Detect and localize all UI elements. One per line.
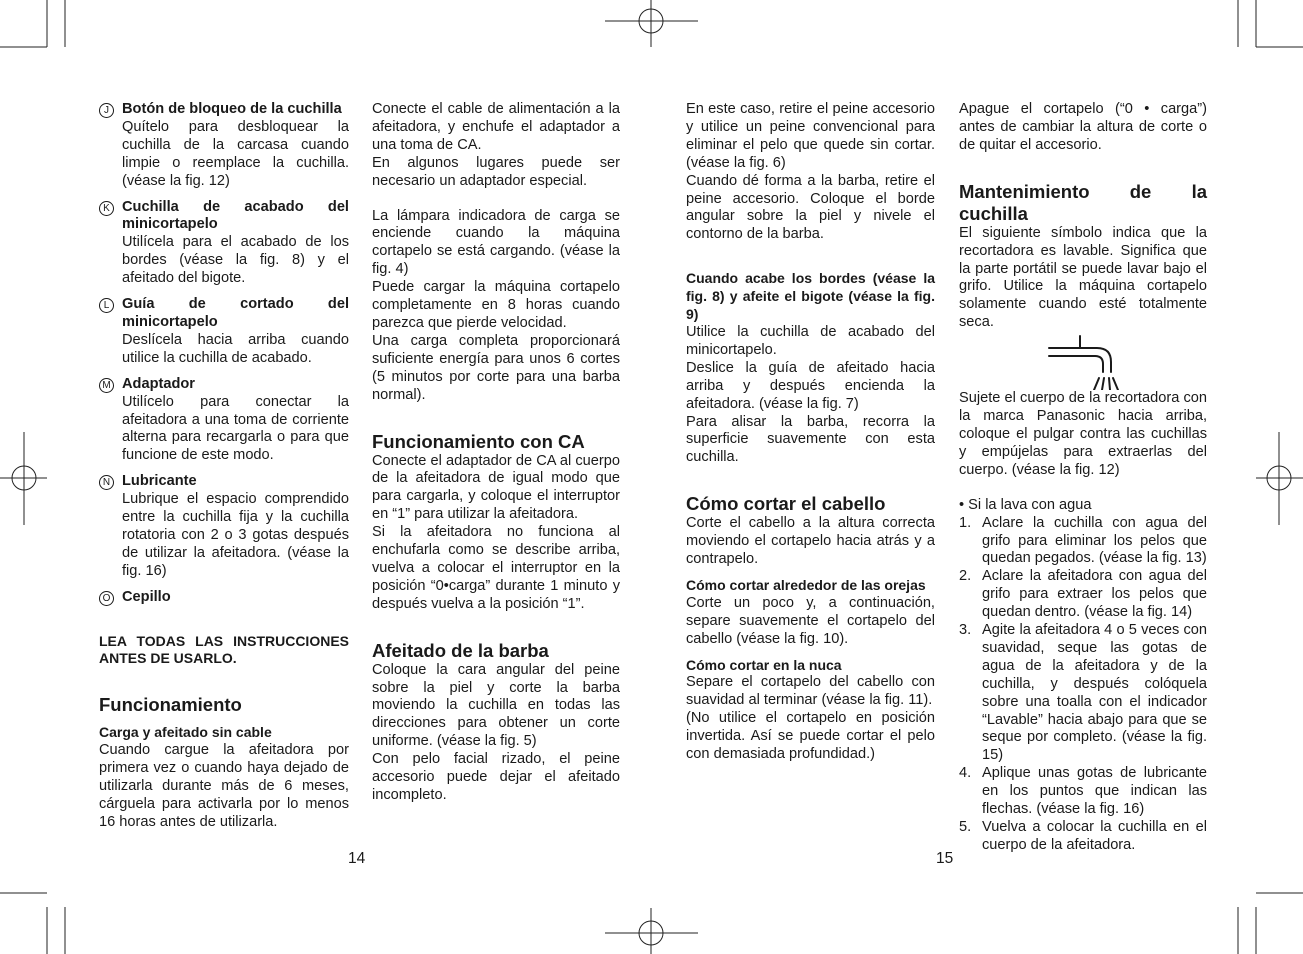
list-text: Aclare la afeitadora con agua del grifo para extraer los pelos que quedan dentro. (véase la fig. 14) xyxy=(982,568,1207,621)
part-title: Guía de cortado del minicortapelo xyxy=(122,296,349,330)
list-text: Aplique unas gotas de lubricante en los puntos que indican las flechas. (véase la fig. 16) xyxy=(982,765,1207,818)
paragraph: Conecte el cable de alimentación a la afeitadora, y enchufe el adaptador a una toma de CA. xyxy=(372,101,620,153)
paragraph: Corte un poco y, a continuación, separe suavemente el cortapelo del cabello (véase la fig. 10). xyxy=(686,594,935,647)
column-3 xyxy=(686,101,935,764)
paragraph: Con pelo facial rizado, el peine accesorio puede dejar el afeitado incompleto. xyxy=(372,751,620,803)
list-number: 4. xyxy=(959,765,972,782)
part-body: Deslícela hacia arriba cuando utilice la cuchilla de acabado. xyxy=(122,331,349,366)
list-text: Aclare la cuchilla con agua del grifo para eliminar los pelos que quedan pegados. (véase la fig. 13) xyxy=(982,514,1207,567)
part-title: Adaptador xyxy=(122,375,195,392)
part-body: Utilícela para el acabado de los bordes (véase la fig. 8) y el afeitado del bigote. xyxy=(122,234,349,287)
paragraph: Separe el cortapelo del cabello con suavidad al terminar (véase la fig. 11). xyxy=(686,674,935,709)
paragraph: Deslice la guía de afeitado hacia arriba y después encienda la afeitadora. (véase la fig. 7) xyxy=(686,359,935,412)
circled-letter: M xyxy=(99,378,114,393)
part-title: Cepillo xyxy=(122,588,171,605)
part-item-l xyxy=(99,296,349,368)
part-item-o xyxy=(99,589,349,607)
section-heading: Afeitado de la barba xyxy=(372,639,549,661)
part-title: Lubricante xyxy=(122,473,197,490)
part-body: Lubrique el espacio comprendido entre la cuchilla fija y la cuchilla rotatoria con 2 o 3 gotas después de utilizar la afeitadora. (véase la fig. 16) xyxy=(122,491,349,579)
section-heading: Funcionamiento xyxy=(99,694,242,716)
washable-tap-icon xyxy=(959,332,1207,390)
part-item-m xyxy=(99,376,349,466)
list-item xyxy=(959,765,1207,819)
part-item-j xyxy=(99,101,349,191)
column-2 xyxy=(372,101,620,805)
circled-letter: L xyxy=(99,298,114,313)
subheading: Cuando acabe los bordes (véase la fig. 8) y afeite el bigote (véase la fig. 9) xyxy=(686,270,935,323)
list-item xyxy=(959,515,1207,569)
paragraph: Si la afeitadora no funciona al enchufarla como se describe arriba, vuelva a colocar el interruptor en la posición “0•carga” durante 1 minuto y después vuelva a la posición “1”. xyxy=(372,524,620,612)
bullet-item: • Si la lava con agua xyxy=(959,496,1092,513)
part-item-n xyxy=(99,473,349,580)
circled-letter: K xyxy=(99,201,114,216)
section-heading: Funcionamiento con CA xyxy=(372,430,585,452)
warning-text: LEA TODAS LAS INSTRUCCIONES ANTES DE USARLO. xyxy=(99,632,349,667)
paragraph: Cuando dé forma a la barba, retire el peine accesorio. Coloque el borde angular sobre la piel y nivele el contorno de la barba. xyxy=(686,172,935,243)
list-item xyxy=(959,622,1207,765)
column-1 xyxy=(99,101,349,832)
subheading: Cómo cortar alrededor de las orejas xyxy=(686,576,926,593)
subheading: Carga y afeitado sin cable xyxy=(99,724,272,741)
paragraph: Una carga completa proporcionará suficiente energía para unos 6 cortes (5 minutos por corte para una barba normal). xyxy=(372,332,620,403)
paragraph: Sujete el cuerpo de la recortadora con la marca Panasonic hacia arriba, coloque el pulgar contra las cuchillas y empújelas para extraerlas del cuerpo. (véase la fig. 12) xyxy=(959,390,1207,478)
list-number: 2. xyxy=(959,568,972,585)
page-number-right: 15 xyxy=(936,850,954,867)
circled-letter: O xyxy=(99,591,114,606)
list-text: Agite la afeitadora 4 o 5 veces con suavidad, seque las gotas de agua de la afeitadora y de la cuchilla, y después colóquela sobre una toalla con el indicador “Lavable” hacia abajo para que se seque por completo. (véase la fig. 15) xyxy=(982,622,1207,764)
paragraph: Puede cargar la máquina cortapelo completamente en 8 horas cuando parezca que pierde velocidad. xyxy=(372,279,620,331)
paragraph: Cuando cargue la afeitadora por primera vez o cuando haya dejado de utilizarla durante más de 6 meses, cárguela para activarla por lo menos 16 horas antes de utilizarla. xyxy=(99,742,349,830)
circled-letter: N xyxy=(99,475,114,490)
section-heading: Mantenimiento de la cuchilla xyxy=(959,180,1207,224)
list-number: 1. xyxy=(959,514,972,531)
paragraph: En este caso, retire el peine accesorio y utilice un peine convencional para eliminar el pelo que quede sin cortar. (véase la fig. 6) xyxy=(686,101,935,171)
column-4 xyxy=(959,101,1207,855)
list-number: 3. xyxy=(959,622,972,639)
paragraph: Conecte el adaptador de CA al cuerpo de la afeitadora de igual modo que para cargarla, y coloque el interruptor en “1” para utilizar la afeitadora. xyxy=(372,452,620,523)
part-title: Cuchilla de acabado del minicortapelo xyxy=(122,198,349,233)
part-title: Botón de bloqueo de la cuchilla xyxy=(122,101,342,117)
part-body: Quítelo para desbloquear la cuchilla de la carcasa cuando limpie o reemplace la cuchilla. (véase la fig. 12) xyxy=(122,118,349,189)
paragraph: Coloque la cara angular del peine sobre la piel y corte la barba moviendo la cuchilla en todas las direcciones para obtener un corte uniforme. (véase la fig. 5) xyxy=(372,661,620,750)
list-text: Vuelva a colocar la cuchilla en el cuerpo de la afeitadora. xyxy=(982,819,1207,853)
paragraph: Apague el cortapelo (“0 • carga”) antes de cambiar la altura de corte o de quitar el accesorio. xyxy=(959,101,1207,153)
circled-letter: J xyxy=(99,103,114,118)
paragraph: (No utilice el cortapelo en posición invertida. Así se puede cortar el pelo con demasiada profundidad.) xyxy=(686,710,935,763)
page-number-left: 14 xyxy=(348,850,366,867)
paragraph: Para alisar la barba, recorra la superficie suavemente con esta cuchilla. xyxy=(686,413,935,466)
list-item xyxy=(959,568,1207,622)
list-number: 5. xyxy=(959,819,972,835)
section-heading: Cómo cortar el cabello xyxy=(686,493,886,515)
paragraph: Corte el cabello a la altura correcta moviendo el cortapelo hacia atrás y a contrapelo. xyxy=(686,515,935,568)
paragraph: El siguiente símbolo indica que la recortadora es lavable. Significa que la parte portátil se puede lavar bajo el grifo. Utilice la máquina cortapelo solamente cuando esté totalmente seca. xyxy=(959,224,1207,331)
subheading: Cómo cortar en la nuca xyxy=(686,656,842,673)
paragraph: La lámpara indicadora de carga se enciende cuando la máquina cortapelo se está cargando. (véase la fig. 4) xyxy=(372,207,620,278)
list-item xyxy=(959,819,1207,855)
paragraph: En algunos lugares puede ser necesario un adaptador especial. xyxy=(372,154,620,189)
part-item-k xyxy=(99,199,349,289)
paragraph: Utilice la cuchilla de acabado del minicortapelo. xyxy=(686,323,935,358)
part-body: Utilícelo para conectar la afeitadora a una toma de corriente alterna para recargarla o para que funcione de este modo. xyxy=(122,393,349,464)
